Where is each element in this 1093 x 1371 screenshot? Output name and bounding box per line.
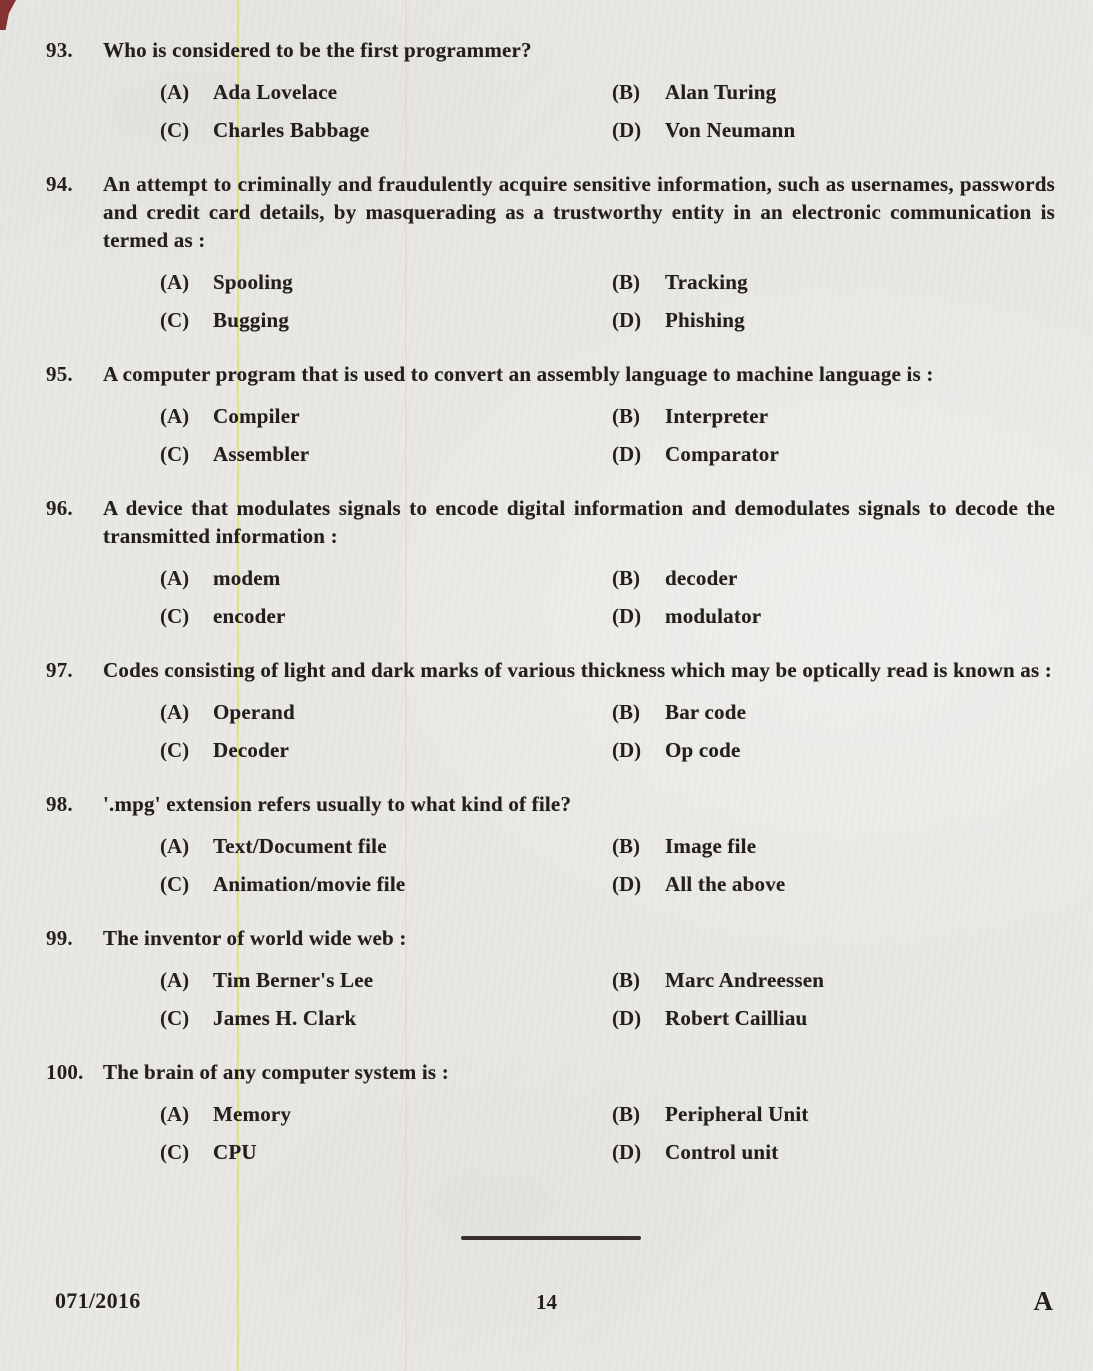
options-grid — [160, 698, 1055, 764]
option-label: Op code — [665, 738, 741, 762]
options-grid — [160, 564, 1055, 630]
option-label: Charles Babbage — [213, 118, 370, 142]
option-label: Peripheral Unit — [665, 1102, 809, 1126]
option-letter: (D) — [612, 308, 642, 332]
option-letter: (A) — [160, 404, 190, 428]
option-letter: (C) — [160, 118, 190, 142]
exam-code: 071/2016 — [55, 1288, 141, 1313]
section-end-divider — [461, 1236, 641, 1240]
answer-option — [612, 832, 1055, 860]
answer-option — [612, 564, 1055, 592]
option-label: Comparator — [665, 442, 779, 466]
option-letter: (C) — [160, 604, 190, 628]
answer-option — [160, 268, 612, 296]
answer-option — [160, 306, 612, 334]
option-letter: (B) — [612, 80, 640, 104]
option-label: Control unit — [665, 1140, 779, 1164]
question-row — [46, 656, 1055, 684]
option-letter: (A) — [160, 834, 190, 858]
question-text: An attempt to criminally and fraudulently acquire sensitive information, such as usernames, passwords and credit card details, by masquerading as a trustworthy entity in an electronic communication is termed as : — [103, 172, 1055, 252]
option-letter: (A) — [160, 700, 190, 724]
options-grid — [160, 78, 1055, 144]
answer-option — [612, 602, 1055, 630]
question — [46, 36, 1055, 144]
option-letter: (C) — [160, 308, 190, 332]
question-number: 96. — [46, 496, 73, 520]
option-letter: (C) — [160, 1140, 190, 1164]
answer-option — [612, 698, 1055, 726]
question-text: A device that modulates signals to encode digital information and demodulates signals to decode the transmitted information : — [103, 496, 1055, 548]
option-letter: (A) — [160, 270, 190, 294]
question-number: 100. — [46, 1060, 84, 1084]
question-row — [46, 790, 1055, 818]
question-row — [46, 1058, 1055, 1086]
answer-option — [612, 268, 1055, 296]
option-label: modem — [213, 566, 281, 590]
option-letter: (D) — [612, 442, 642, 466]
option-label: encoder — [213, 604, 286, 628]
option-label: Animation/movie file — [213, 872, 406, 896]
options-grid — [160, 402, 1055, 468]
question-number: 99. — [46, 926, 73, 950]
option-label: modulator — [665, 604, 762, 628]
option-label: Ada Lovelace — [213, 80, 338, 104]
question-row — [46, 494, 1055, 550]
answer-option — [160, 736, 612, 764]
question-text: The inventor of world wide web : — [103, 926, 407, 950]
option-letter: (B) — [612, 566, 640, 590]
answer-option — [160, 78, 612, 106]
answer-option — [612, 78, 1055, 106]
option-label: Memory — [213, 1102, 292, 1126]
answer-option — [612, 440, 1055, 468]
option-label: Von Neumann — [665, 118, 796, 142]
question-row — [46, 170, 1055, 254]
option-label: Phishing — [665, 308, 745, 332]
answer-option — [612, 870, 1055, 898]
option-label: Spooling — [213, 270, 293, 294]
answer-option — [160, 116, 612, 144]
option-label: Bar code — [665, 700, 747, 724]
question — [46, 360, 1055, 468]
answer-option — [612, 966, 1055, 994]
answer-option — [160, 870, 612, 898]
option-label: decoder — [665, 566, 738, 590]
option-letter: (C) — [160, 738, 190, 762]
question-text: A computer program that is used to convert an assembly language to machine language is : — [103, 362, 934, 386]
option-label: Interpreter — [665, 404, 769, 428]
option-label: Alan Turing — [665, 80, 777, 104]
options-grid — [160, 1100, 1055, 1166]
answer-option — [160, 1004, 612, 1032]
option-letter: (B) — [612, 700, 640, 724]
option-letter: (C) — [160, 442, 190, 466]
options-grid — [160, 268, 1055, 334]
option-letter: (D) — [612, 738, 642, 762]
question-number: 94. — [46, 172, 73, 196]
answer-option — [160, 1100, 612, 1128]
options-grid — [160, 966, 1055, 1032]
answer-option — [160, 1138, 612, 1166]
option-label: CPU — [213, 1140, 257, 1164]
answer-option — [612, 1004, 1055, 1032]
answer-option — [160, 832, 612, 860]
option-label: Text/Document file — [213, 834, 387, 858]
option-letter: (A) — [160, 968, 190, 992]
option-label: Marc Andreessen — [665, 968, 825, 992]
question-number: 95. — [46, 362, 73, 386]
answer-option — [160, 602, 612, 630]
answer-option — [612, 306, 1055, 334]
question — [46, 656, 1055, 764]
answer-option — [160, 966, 612, 994]
option-label: Tracking — [665, 270, 748, 294]
question-number: 98. — [46, 792, 73, 816]
option-letter: (A) — [160, 80, 190, 104]
option-letter: (D) — [612, 118, 642, 142]
question-text: Codes consisting of light and dark marks of various thickness which may be optically read is known as : — [103, 658, 1052, 682]
option-letter: (C) — [160, 1006, 190, 1030]
option-label: Operand — [213, 700, 295, 724]
question — [46, 170, 1055, 334]
option-letter: (A) — [160, 1102, 190, 1126]
option-label: Compiler — [213, 404, 300, 428]
option-letter: (D) — [612, 604, 642, 628]
question — [46, 494, 1055, 630]
question — [46, 790, 1055, 898]
option-label: Image file — [665, 834, 757, 858]
question-text: Who is considered to be the first programmer? — [103, 38, 532, 62]
option-label: Tim Berner's Lee — [213, 968, 374, 992]
question-number: 93. — [46, 38, 73, 62]
options-grid — [160, 832, 1055, 898]
option-letter: (D) — [612, 1006, 642, 1030]
option-label: All the above — [665, 872, 786, 896]
booklet-code: A — [1033, 1286, 1053, 1316]
page-footer — [0, 1286, 1093, 1326]
page-number: 14 — [536, 1290, 557, 1314]
option-letter: (B) — [612, 834, 640, 858]
answer-option — [612, 116, 1055, 144]
answer-option — [160, 564, 612, 592]
option-letter: (D) — [612, 872, 642, 896]
option-label: Bugging — [213, 308, 290, 332]
answer-option — [612, 1138, 1055, 1166]
question — [46, 1058, 1055, 1166]
option-letter: (B) — [612, 270, 640, 294]
option-letter: (C) — [160, 872, 190, 896]
option-letter: (B) — [612, 1102, 640, 1126]
question-text: '.mpg' extension refers usually to what kind of file? — [103, 792, 572, 816]
question — [46, 924, 1055, 1032]
option-letter: (B) — [612, 404, 640, 428]
option-letter: (D) — [612, 1140, 642, 1164]
answer-option — [160, 698, 612, 726]
option-label: Robert Cailliau — [665, 1006, 808, 1030]
answer-option — [612, 736, 1055, 764]
answer-option — [612, 402, 1055, 430]
option-label: James H. Clark — [213, 1006, 357, 1030]
answer-option — [612, 1100, 1055, 1128]
question-text: The brain of any computer system is : — [103, 1060, 449, 1084]
option-label: Decoder — [213, 738, 290, 762]
answer-option — [160, 402, 612, 430]
question-row — [46, 924, 1055, 952]
question-row — [46, 360, 1055, 388]
question-row — [46, 36, 1055, 64]
option-letter: (B) — [612, 968, 640, 992]
question-number: 97. — [46, 658, 73, 682]
answer-option — [160, 440, 612, 468]
option-label: Assembler — [213, 442, 310, 466]
option-letter: (A) — [160, 566, 190, 590]
